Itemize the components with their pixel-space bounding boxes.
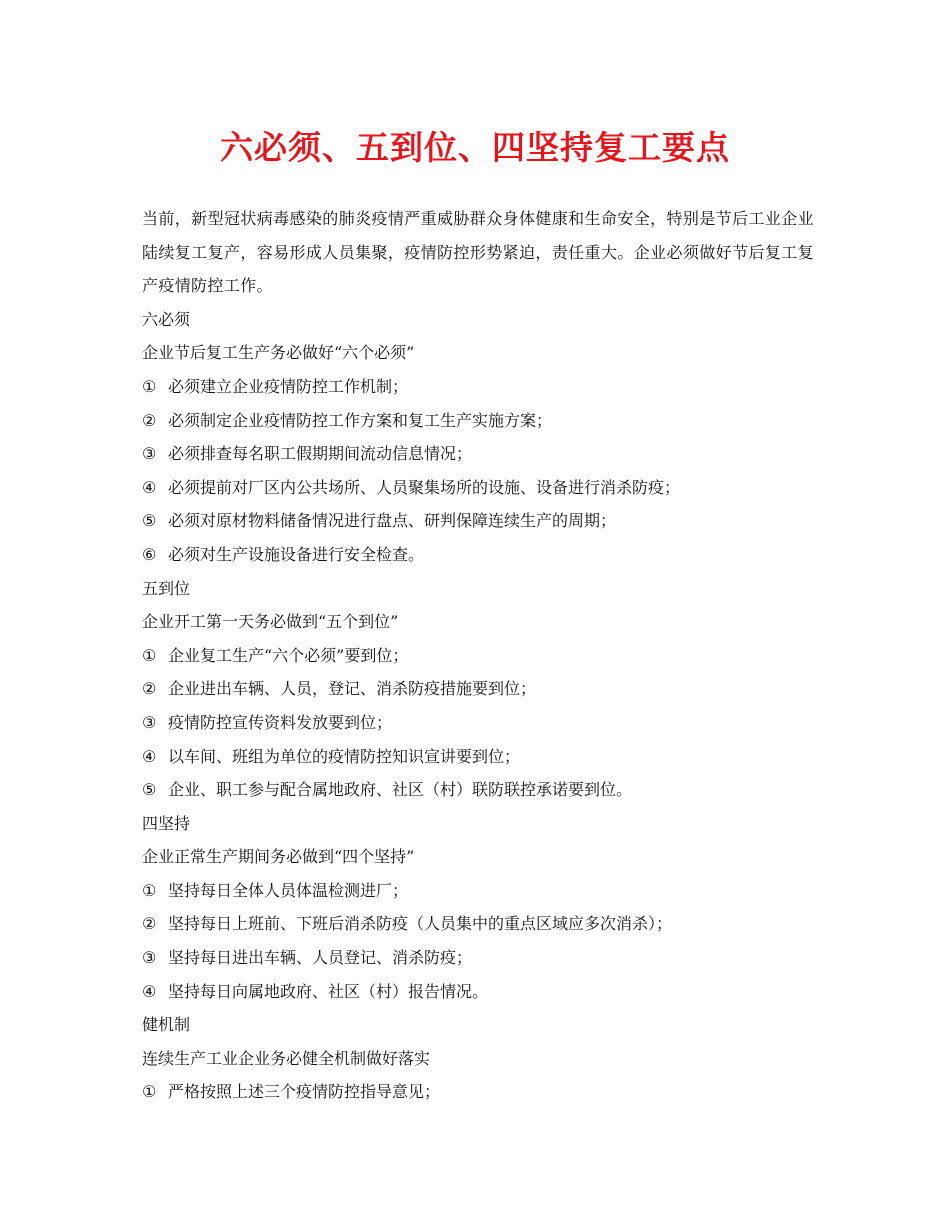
item-text: 必须提前对厂区内公共场所、人员聚集场所的设施、设备进行消杀防疫； bbox=[168, 477, 681, 497]
item-text: 企业进出车辆、人员，登记、消杀防疫措施要到位； bbox=[168, 679, 537, 699]
section-lead: 企业节后复工生产务必做好“六个必须” bbox=[142, 343, 415, 363]
list-item bbox=[142, 404, 814, 438]
list-item bbox=[142, 639, 814, 673]
list-item bbox=[142, 437, 814, 471]
list-item bbox=[142, 975, 814, 1009]
list-item bbox=[142, 773, 814, 807]
item-text: 严格按照上述三个疫情防控指导意见； bbox=[168, 1082, 441, 1102]
list-item bbox=[142, 504, 814, 538]
item-number: ④ bbox=[142, 477, 157, 497]
item-text: 企业复工生产“六个必须”要到位； bbox=[168, 645, 409, 665]
section-heading: 五到位 bbox=[142, 578, 191, 598]
document-body bbox=[142, 202, 814, 1109]
item-text: 必须对生产设施设备进行安全检查。 bbox=[168, 544, 425, 564]
section-four-persist bbox=[142, 807, 814, 1009]
list-item bbox=[142, 672, 814, 706]
item-number: ④ bbox=[142, 981, 157, 1001]
item-text: 坚持每日全体人员体温检测进厂； bbox=[168, 880, 409, 900]
item-text: 疫情防控宣传资料发放要到位； bbox=[168, 712, 393, 732]
item-text: 坚持每日向属地政府、社区（村）报告情况。 bbox=[168, 981, 489, 1001]
list-item bbox=[142, 907, 814, 941]
item-number: ② bbox=[142, 410, 157, 430]
list-item bbox=[142, 874, 814, 908]
item-number: ⑤ bbox=[142, 780, 157, 800]
list-item bbox=[142, 1075, 814, 1109]
section-heading: 健机制 bbox=[142, 1015, 191, 1035]
list-item bbox=[142, 471, 814, 505]
item-number: ① bbox=[142, 376, 157, 396]
list-item bbox=[142, 370, 814, 404]
item-text: 必须对原材物料储备情况进行盘点、研判保障连续生产的周期； bbox=[168, 511, 617, 531]
list-item bbox=[142, 538, 814, 572]
item-number: ② bbox=[142, 914, 157, 934]
list-item bbox=[142, 706, 814, 740]
intro-paragraph: 当前，新型冠状病毒感染的肺炎疫情严重威胁群众身体健康和生命安全，特别是节后工业企业陆续复工复产，容易形成人员集聚，疫情防控形势紧迫，责任重大。企业必须做好节后复工复产疫情防控工作。 bbox=[142, 209, 814, 296]
section-mechanism bbox=[142, 1008, 814, 1109]
item-number: ② bbox=[142, 679, 157, 699]
item-text: 必须排查每名职工假期期间流动信息情况； bbox=[168, 444, 473, 464]
item-number: ③ bbox=[142, 444, 157, 464]
section-heading: 六必须 bbox=[142, 309, 191, 329]
list-item bbox=[142, 740, 814, 774]
item-text: 以车间、班组为单位的疫情防控知识宣讲要到位； bbox=[168, 746, 521, 766]
item-number: ⑤ bbox=[142, 511, 157, 531]
item-text: 必须建立企业疫情防控工作机制； bbox=[168, 376, 409, 396]
item-number: ③ bbox=[142, 712, 157, 732]
item-number: ① bbox=[142, 645, 157, 665]
item-text: 坚持每日进出车辆、人员登记、消杀防疫； bbox=[168, 948, 473, 968]
section-five-in-place bbox=[142, 572, 814, 807]
item-text: 坚持每日上班前、下班后消杀防疫（人员集中的重点区域应多次消杀）； bbox=[168, 914, 673, 934]
item-number: ① bbox=[142, 1082, 157, 1102]
section-lead: 企业正常生产期间务必做到“四个坚持” bbox=[142, 847, 415, 867]
item-number: ④ bbox=[142, 746, 157, 766]
item-number: ③ bbox=[142, 948, 157, 968]
list-item bbox=[142, 941, 814, 975]
item-text: 企业、职工参与配合属地政府、社区（村）联防联控承诺要到位。 bbox=[168, 780, 633, 800]
item-text: 必须制定企业疫情防控工作方案和复工生产实施方案； bbox=[168, 410, 553, 430]
document-title: 六必须、五到位、四坚持复工要点 bbox=[220, 128, 730, 167]
section-lead: 连续生产工业企业务必健全机制做好落实 bbox=[142, 1048, 431, 1068]
item-number: ⑥ bbox=[142, 544, 157, 564]
item-number: ① bbox=[142, 880, 157, 900]
section-six-musts bbox=[142, 303, 814, 572]
section-lead: 企业开工第一天务必做到“五个到位” bbox=[142, 612, 399, 632]
section-heading: 四坚持 bbox=[142, 813, 191, 833]
